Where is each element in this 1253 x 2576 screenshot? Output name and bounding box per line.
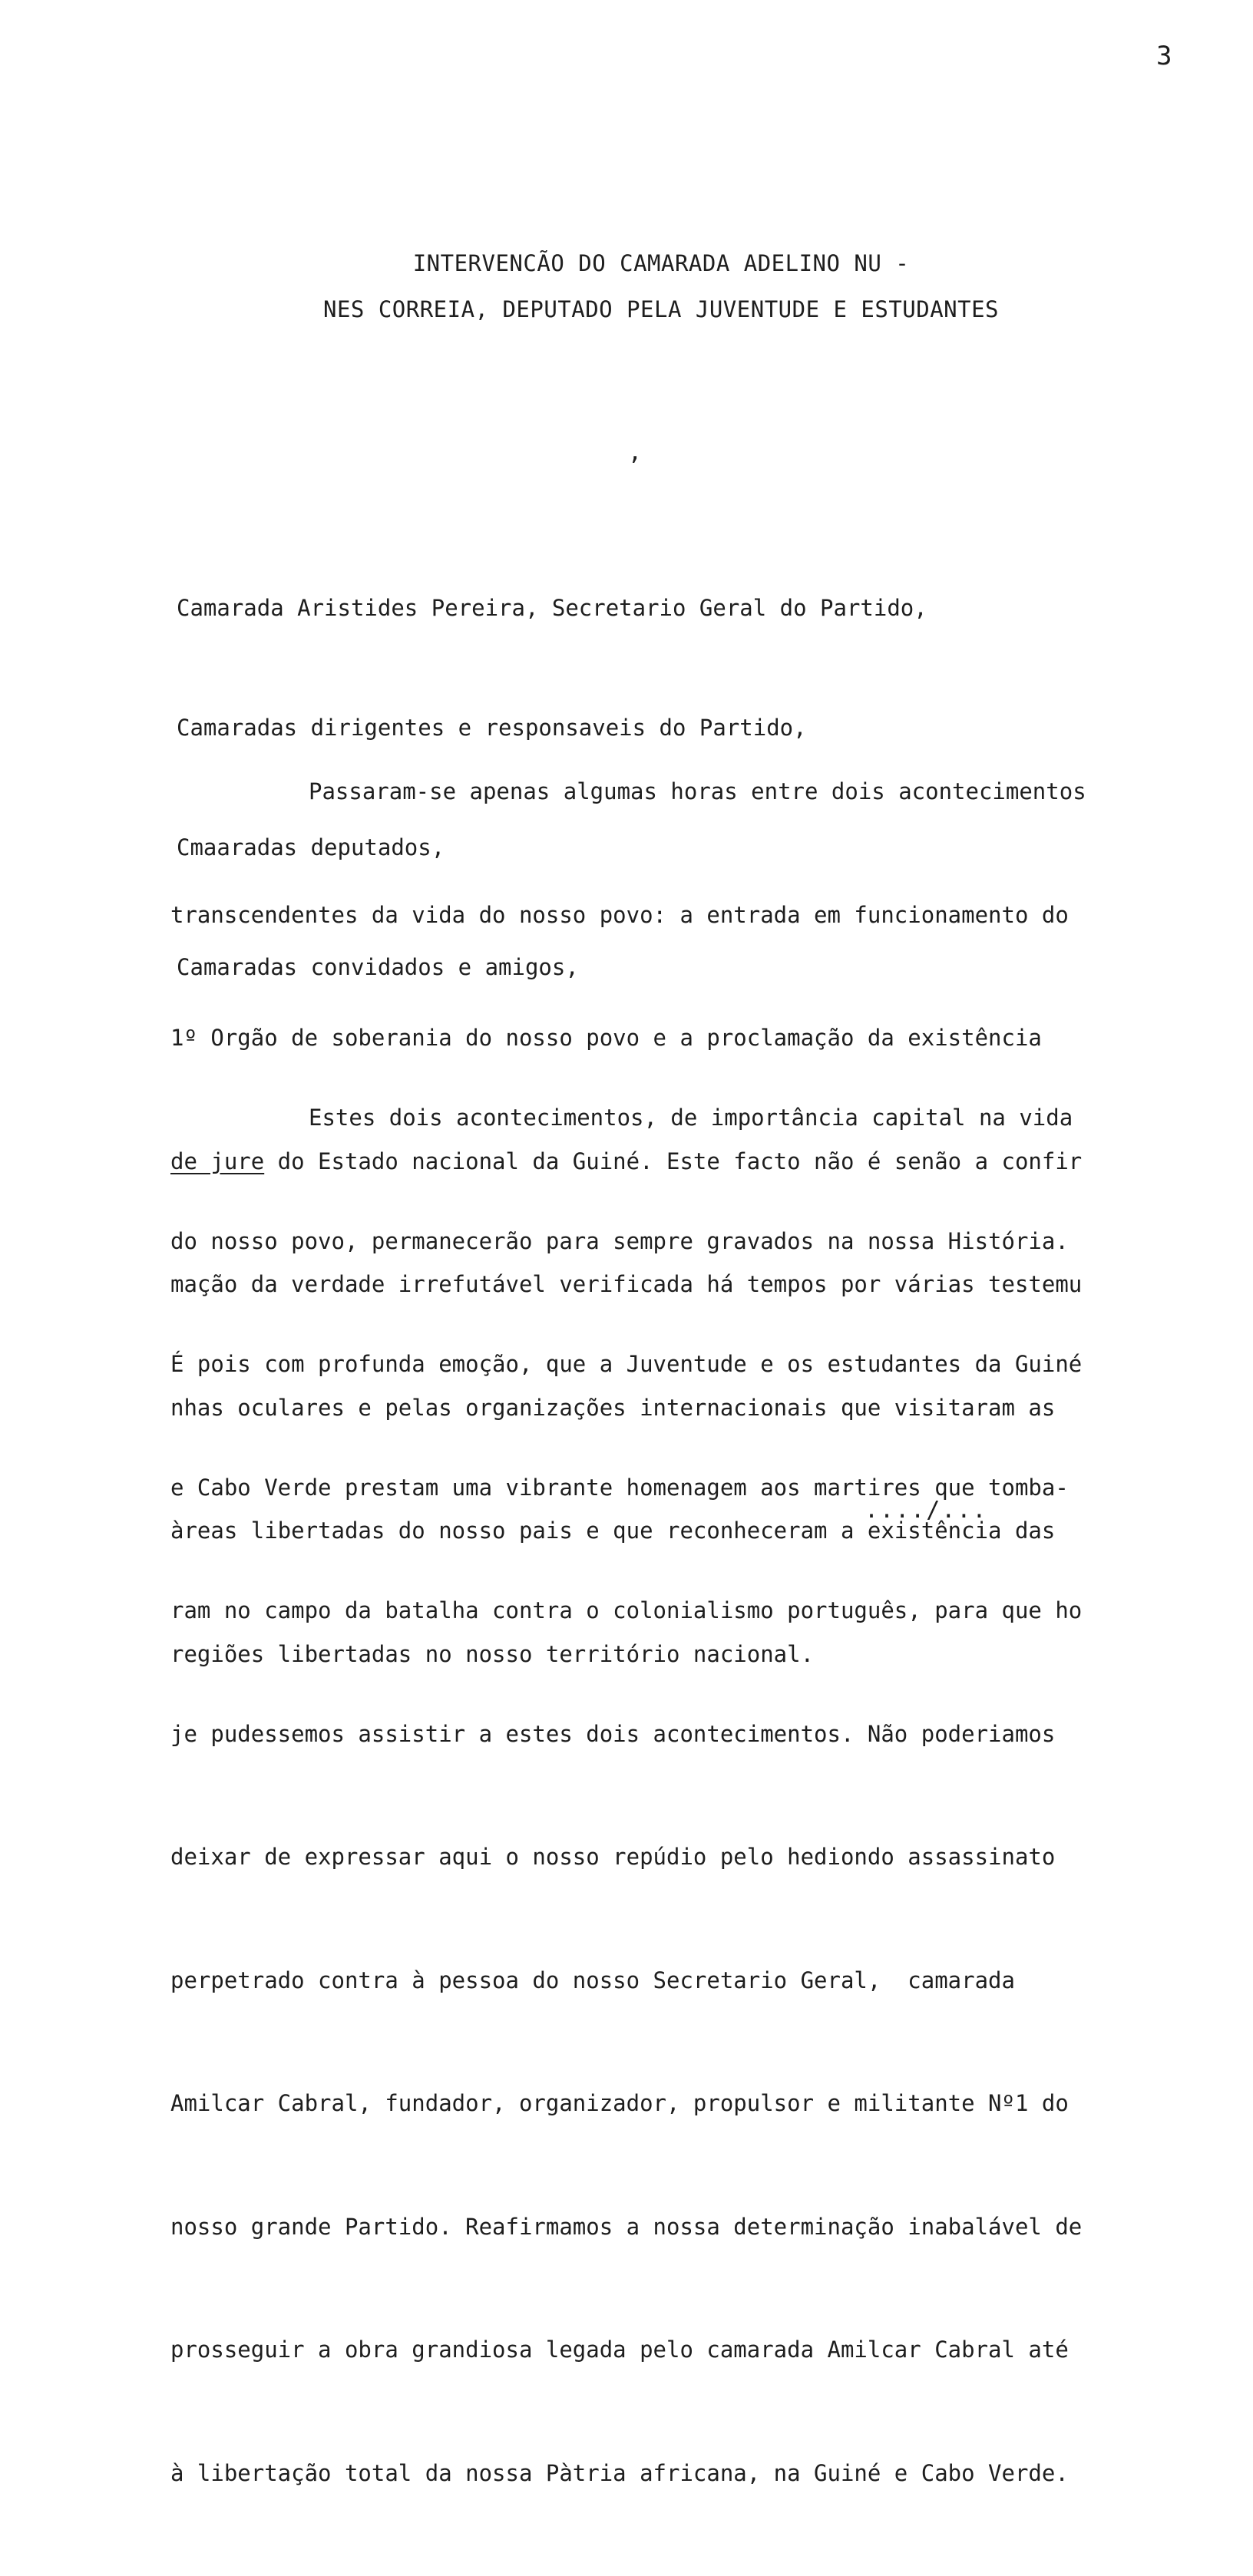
paragraph-line: prosseguir a obra grandiosa legada pelo camarada Amilcar Cabral até (170, 2337, 1069, 2363)
salutation-line: Cmaaradas deputados, (177, 834, 445, 860)
paragraph-line: Amilcar Cabral, fundador, organizador, propulsor e militante Nº1 do (170, 2090, 1069, 2116)
page-number: 3 (1156, 41, 1172, 71)
paragraph-line: perpetrado contra à pessoa do nosso Secretario Geral, camarada (170, 1967, 1015, 1993)
paragraph-line: nhas oculares e pelas organizações internacionais que visitaram as (170, 1394, 1056, 1421)
paragraph-line: deixar de expressar aqui o nosso repúdio pelo hediondo assassinato (170, 1844, 1056, 1870)
stray-mark: , (628, 439, 643, 466)
paragraph-line: ram no campo da batalha contra o colonialismo português, para que ho (170, 1597, 1083, 1623)
paragraph-line: e Cabo Verde prestam uma vibrante homenagem aos martires que tomba- (170, 1474, 1069, 1501)
paragraph-line: à libertação total da nossa Pàtria africana, na Guiné e Cabo Verde. (170, 2459, 1069, 2486)
salutation-line: Camarada Aristides Pereira, Secretario Geral do Partido, (177, 595, 927, 621)
paragraph-line: àreas libertadas do nosso pais e que reconheceram a existência das (170, 1518, 1056, 1544)
paragraph-line: mação da verdade irrefutável verificada há tempos por várias testemu (170, 1271, 1083, 1297)
paragraph-2 (170, 1016, 1207, 2576)
paragraph-line: do nosso povo, permanecerão para sempre gravados na nossa História. (170, 1227, 1069, 1254)
paragraph-line: nosso grande Partido. Reafirmamos a nossa determinação inabalável de (170, 2213, 1083, 2240)
paragraph-line: Passaram-se apenas algumas horas entre dois acontecimentos (309, 778, 1086, 804)
salutation-line: Camaradas dirigentes e responsaveis do Partido, (177, 715, 807, 741)
underlined-term: de jure (170, 1148, 265, 1174)
paragraph-line: É pois com profunda emoção, que a Juventude e os estudantes da Guiné (170, 1351, 1083, 1377)
salutation-line: Camaradas convidados e amigos, (177, 954, 579, 980)
document-title-line-2: NES CORREIA, DEPUTADO PELA JUVENTUDE E ESTUDANTES (322, 296, 999, 322)
continuation-mark: ..../... (865, 1497, 988, 1524)
paragraph-line: transcendentes da vida do nosso povo: a entrada em funcionamento do (170, 901, 1069, 928)
document-title-line-1: INTERVENCÃO DO CAMARADA ADELINO NU - (412, 250, 910, 276)
paragraph-line: je pudessemos assistir a estes dois acontecimentos. Não poderiamos (170, 1720, 1056, 1747)
paragraph-line: Estes dois acontecimentos, de importância capital na vida (309, 1105, 1073, 1131)
paragraph-line: 1º Orgão de soberania do nosso povo e a proclamação da existência (170, 1025, 1042, 1051)
paragraph-line-rest: do Estado nacional da Guiné. Este facto não é senão a confir (264, 1148, 1083, 1174)
paragraph-line: regiões libertadas no nosso território nacional. (170, 1640, 815, 1667)
